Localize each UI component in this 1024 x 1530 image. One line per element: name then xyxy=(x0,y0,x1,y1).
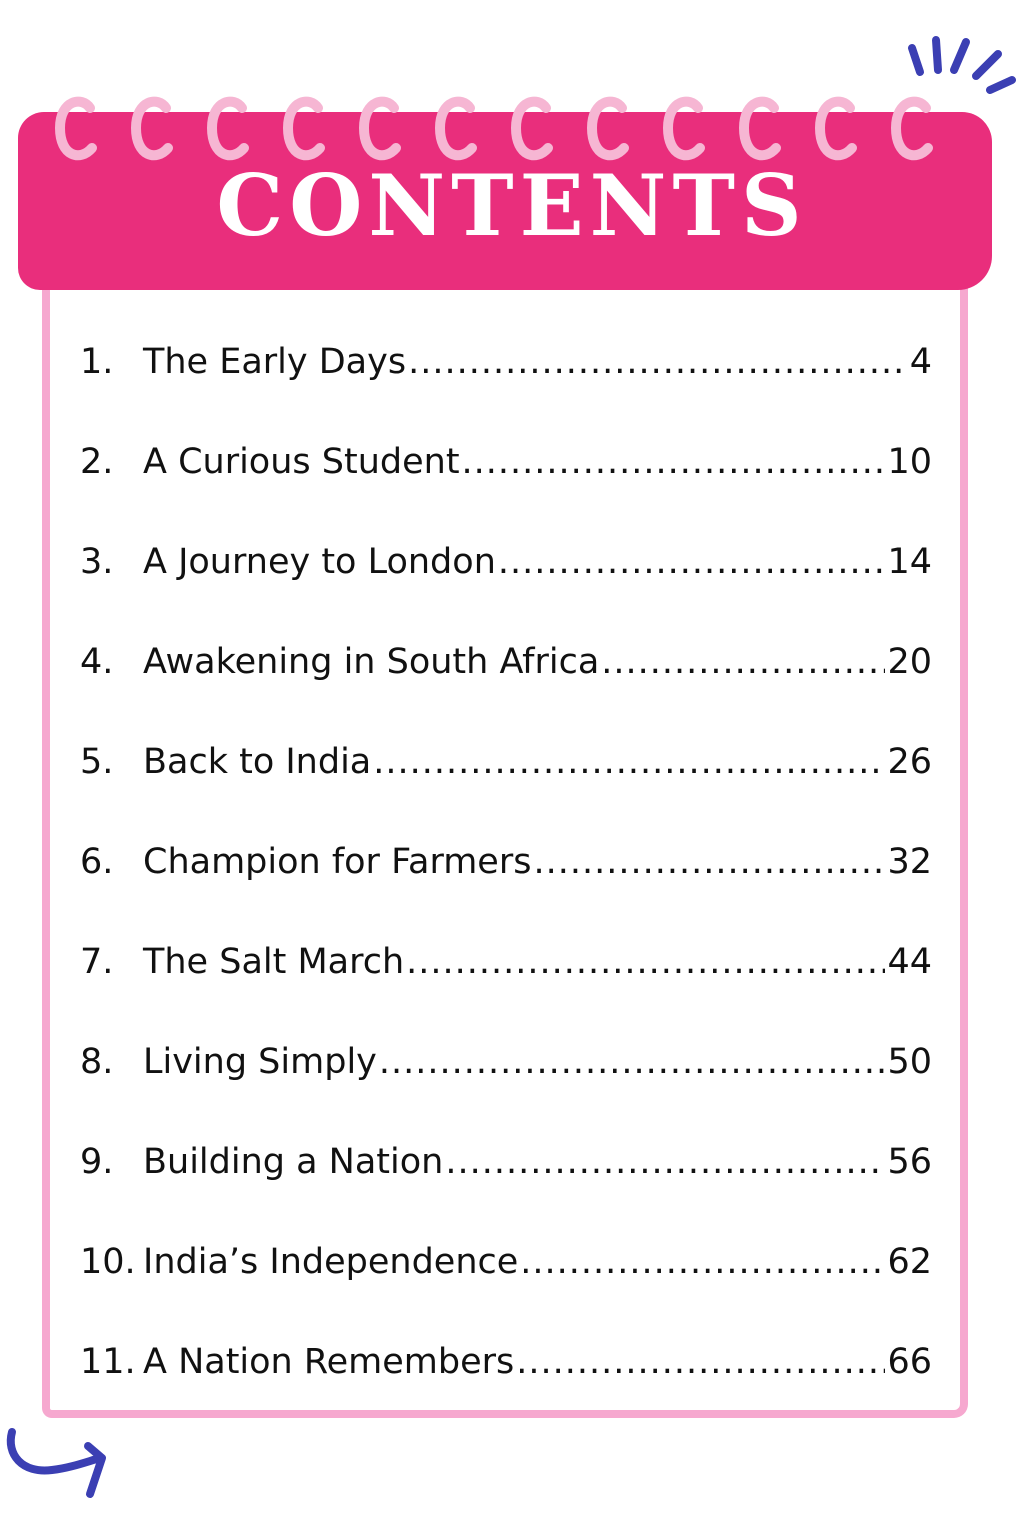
toc-entry-page: 62 xyxy=(887,1242,932,1282)
toc-entry-page: 56 xyxy=(887,1142,932,1182)
page-title: CONTENTS xyxy=(216,156,808,255)
toc-entry-page: 20 xyxy=(887,642,932,682)
dot-leader xyxy=(533,830,885,894)
dot-leader xyxy=(462,430,886,494)
toc-entry[interactable] xyxy=(80,630,932,730)
toc-entry-page: 50 xyxy=(887,1042,932,1082)
toc-entry-number: 11. xyxy=(80,1342,136,1382)
toc-entry-title: A Curious Student xyxy=(143,442,460,482)
toc-entry-number: 9. xyxy=(80,1142,114,1182)
toc-entry-title: A Journey to London xyxy=(143,542,496,582)
toc-entry-title: India’s Independence xyxy=(143,1242,519,1282)
toc-entry-page: 14 xyxy=(887,542,932,582)
dot-leader xyxy=(408,330,908,394)
toc-entry-number: 6. xyxy=(80,842,114,882)
toc-entry-page: 66 xyxy=(887,1342,932,1382)
toc-entry-title: Building a Nation xyxy=(143,1142,444,1182)
dot-leader xyxy=(516,1330,885,1394)
toc-entry-title: Champion for Farmers xyxy=(143,842,532,882)
toc-entry-number: 3. xyxy=(80,542,114,582)
toc-entry-number: 7. xyxy=(80,942,114,982)
toc-entry-number: 2. xyxy=(80,442,114,482)
toc-entry-number: 4. xyxy=(80,642,114,682)
toc-entry-page: 44 xyxy=(887,942,932,982)
toc-entry-title: Awakening in South Africa xyxy=(143,642,600,682)
table-of-contents xyxy=(80,330,932,1430)
curved-arrow-icon xyxy=(0,1424,120,1514)
toc-entry-page: 26 xyxy=(887,742,932,782)
toc-entry-number: 10. xyxy=(80,1242,136,1282)
toc-entry-number: 8. xyxy=(80,1042,114,1082)
toc-entry[interactable] xyxy=(80,1330,932,1430)
toc-entry[interactable] xyxy=(80,1030,932,1130)
toc-entry-page: 4 xyxy=(909,342,932,382)
toc-entry[interactable] xyxy=(80,830,932,930)
toc-entry[interactable] xyxy=(80,1230,932,1330)
dot-leader xyxy=(379,1030,886,1094)
sparkle-lines-icon xyxy=(898,32,1018,102)
toc-entry-number: 5. xyxy=(80,742,114,782)
toc-entry[interactable] xyxy=(80,730,932,830)
toc-entry[interactable] xyxy=(80,930,932,1030)
toc-entry-title: A Nation Remembers xyxy=(143,1342,515,1382)
dot-leader xyxy=(373,730,885,794)
dot-leader xyxy=(406,930,885,994)
dot-leader xyxy=(445,1130,885,1194)
toc-entry[interactable] xyxy=(80,530,932,630)
toc-entry-title: The Early Days xyxy=(143,342,407,382)
toc-entry-title: Back to India xyxy=(143,742,372,782)
toc-entry-page: 32 xyxy=(887,842,932,882)
toc-entry-title: The Salt March xyxy=(143,942,405,982)
toc-entry-number: 1. xyxy=(80,342,114,382)
dot-leader xyxy=(601,630,885,694)
toc-entry-page: 10 xyxy=(887,442,932,482)
toc-entry-title: Living Simply xyxy=(143,1042,377,1082)
toc-entry[interactable] xyxy=(80,330,932,430)
toc-entry[interactable] xyxy=(80,1130,932,1230)
dot-leader xyxy=(520,1230,885,1294)
toc-entry[interactable] xyxy=(80,430,932,530)
dot-leader xyxy=(498,530,886,594)
